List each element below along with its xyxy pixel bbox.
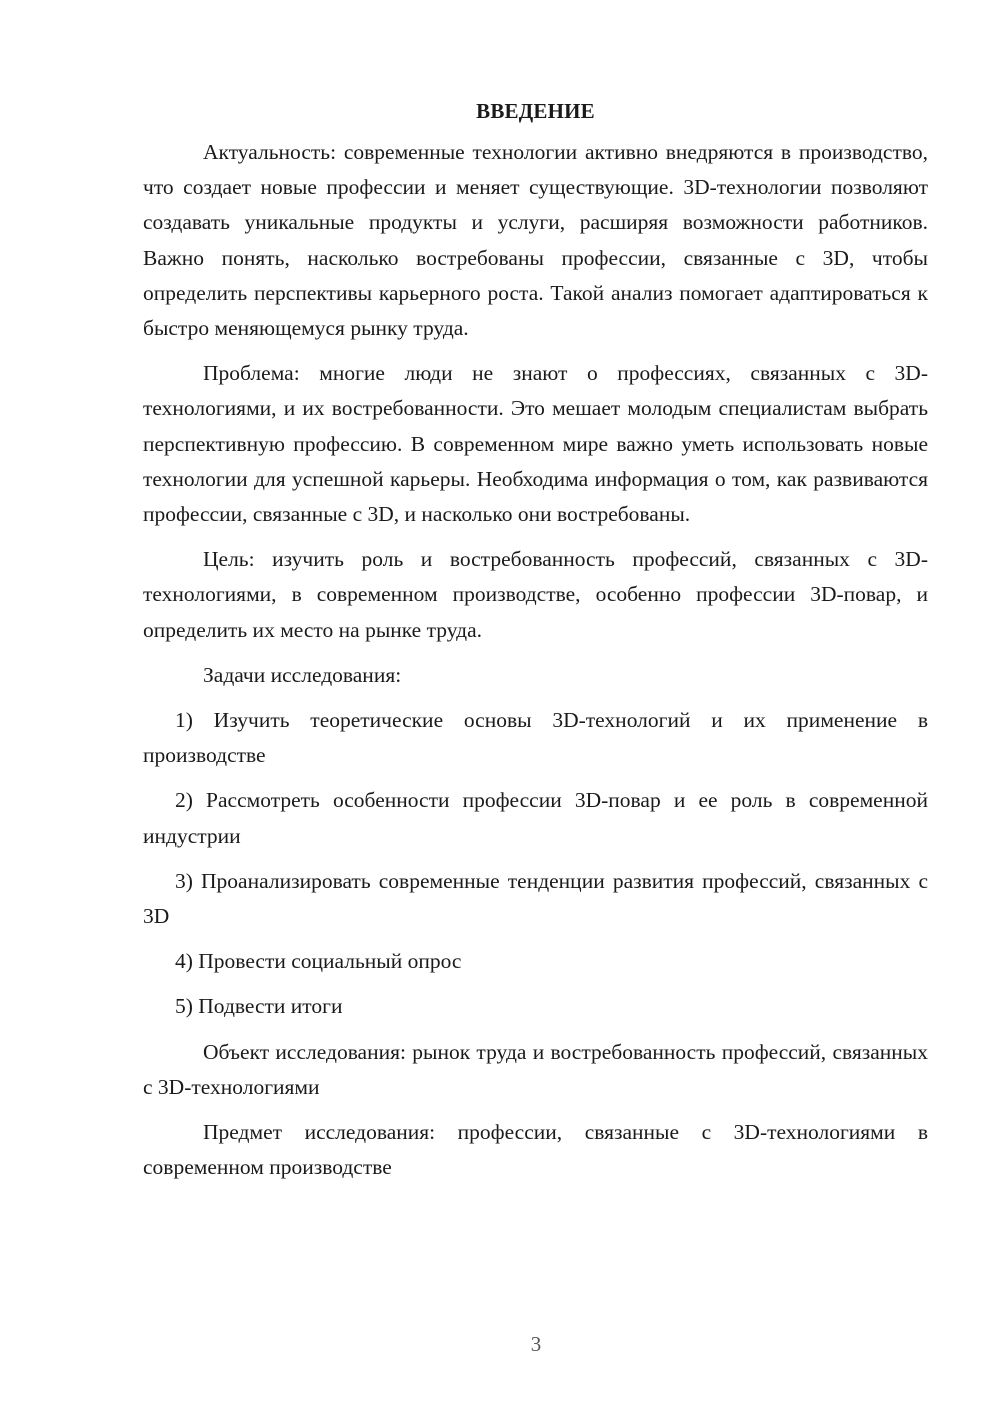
paragraph-relevance: Актуальность: современные технологии активно внедряются в производство, что создает новые профессии и меняет существующие. 3D-технологии позволяют создавать уникальные продукты и услуги, расширяя возможности работников. Важно понять, насколько востребованы профессии, связанные с 3D, чтобы определить перспективы карьерного роста. Такой анализ помогает адаптироваться к быстро меняющемуся рынку труда.: [143, 140, 928, 341]
paragraph-object: Объект исследования: рынок труда и востребованность профессий, связанных с 3D-технологиями: [143, 1039, 928, 1099]
task-item-1: 1) Изучить теоретические основы 3D-технологий и их применение в производстве: [143, 708, 928, 768]
paragraph-goal: Цель: изучить роль и востребованность профессий, связанных с 3D-технологиями, в современном производстве, особенно профессии 3D-повар, и определить их место на рынке труда.: [143, 547, 928, 642]
tasks-list: [143, 703, 928, 1025]
task-item-3: 3) Проанализировать современные тенденции развития профессий, связанных с 3D: [143, 868, 928, 929]
page-number: 3: [530, 1332, 542, 1356]
document-page: [143, 94, 928, 1195]
section-title: ВВЕДЕНИЕ: [476, 99, 595, 123]
tasks-heading: Задачи исследования:: [203, 662, 402, 687]
paragraph-subject: Предмет исследования: профессии, связанные с 3D-технологиями в современном производстве: [143, 1120, 928, 1180]
task-item-2: 2) Рассмотреть особенности профессии 3D-повар и ее роль в современной индустрии: [143, 788, 928, 848]
task-item-5: 5) Подвести итоги: [175, 994, 343, 1019]
paragraph-problem: Проблема: многие люди не знают о профессиях, связанных с 3D-технологиями, и их востребованности. Это мешает молодым специалистам выбрать перспективную профессию. В современном мире важно уметь использовать новые технологии для успешной карьеры. Необходима информация о том, как развиваются профессии, связанные с 3D, и насколько они востребованы.: [143, 361, 928, 527]
task-item-4: 4) Провести социальный опрос: [175, 949, 462, 974]
